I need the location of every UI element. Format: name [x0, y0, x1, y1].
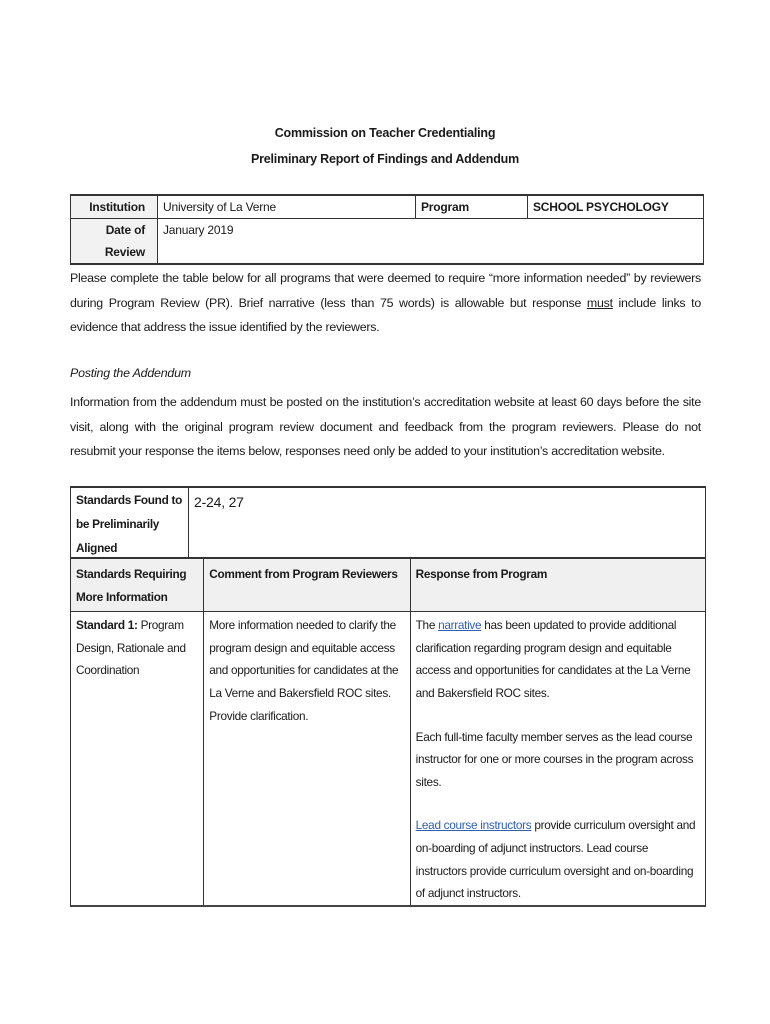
- table-row: [71, 612, 706, 906]
- program-value: SCHOOL PSYCHOLOGY: [528, 195, 704, 219]
- response-table: [70, 557, 706, 907]
- response-paragraph-2: Each full-time faculty member serves as the lead course instructor for one or more courses in the program across sites.: [415, 729, 694, 789]
- response-text: provide curriculum oversight and on-boarding of adjunct instructors. Lead course instructors provide curriculum oversight and on-boarding of adjunct instructors.: [415, 818, 696, 901]
- header-comment: Comment from Program Reviewers: [204, 558, 410, 612]
- intro-paragraph: [70, 266, 701, 340]
- institution-label: Institution: [71, 195, 158, 219]
- intro-text-end: include links to evidence that address the issue identified by the reviewers.: [70, 295, 701, 335]
- lead-course-instructors-link[interactable]: Lead course instructors: [415, 818, 532, 833]
- date-label: Date of Review: [71, 219, 158, 265]
- header-standards: Standards Requiring More Information: [71, 558, 204, 612]
- intro-text: Please complete the table below for all programs that were deemed to require “more information needed” by reviewers during Program Review (PR). Brief narrative (less than 75 words) is allowable but response: [70, 271, 701, 310]
- document-title: Commission on Teacher Credentialing: [274, 126, 496, 140]
- posting-paragraph: Information from the addendum must be posted on the institution’s accreditation website at least 60 days before the site visit, along with the original program review document and feedback from the program reviewers. Please do not resubmit your response the items below, responses need only be added to your institution’s accreditation website.: [70, 395, 701, 459]
- response-paragraph-1: [416, 614, 701, 704]
- aligned-value: 2-24, 27: [189, 487, 706, 561]
- document-subtitle: Preliminary Report of Findings and Addendum: [250, 152, 520, 166]
- date-value: January 2019: [158, 219, 704, 265]
- posting-heading: Posting the Addendum: [70, 366, 191, 380]
- response-paragraph-3: [416, 814, 701, 904]
- program-label: Program: [416, 195, 528, 219]
- header-response: Response from Program: [410, 558, 705, 612]
- response-text: The: [415, 618, 439, 633]
- standard-cell: [71, 612, 204, 906]
- aligned-label: Standards Found to be Preliminarily Aligned: [71, 487, 189, 561]
- response-cell: [410, 612, 705, 906]
- standard-title: Program Design, Rationale and Coordination: [76, 618, 186, 678]
- aligned-standards-table: [70, 486, 706, 562]
- comment-cell: More information needed to clarify the program design and equitable access and opportunities for candidates at the La Verne and Bakersfield ROC sites. Provide clarification.: [204, 612, 410, 906]
- info-table: [70, 194, 704, 265]
- response-text: has been updated to provide additional clarification regarding program design and equitable access and opportunities for candidates at the La Verne and Bakersfield ROC sites.: [415, 618, 691, 700]
- institution-value: University of La Verne: [158, 195, 416, 219]
- intro-emphasis: must: [586, 295, 613, 310]
- narrative-link[interactable]: narrative: [438, 618, 482, 633]
- standard-number: Standard 1:: [76, 618, 138, 633]
